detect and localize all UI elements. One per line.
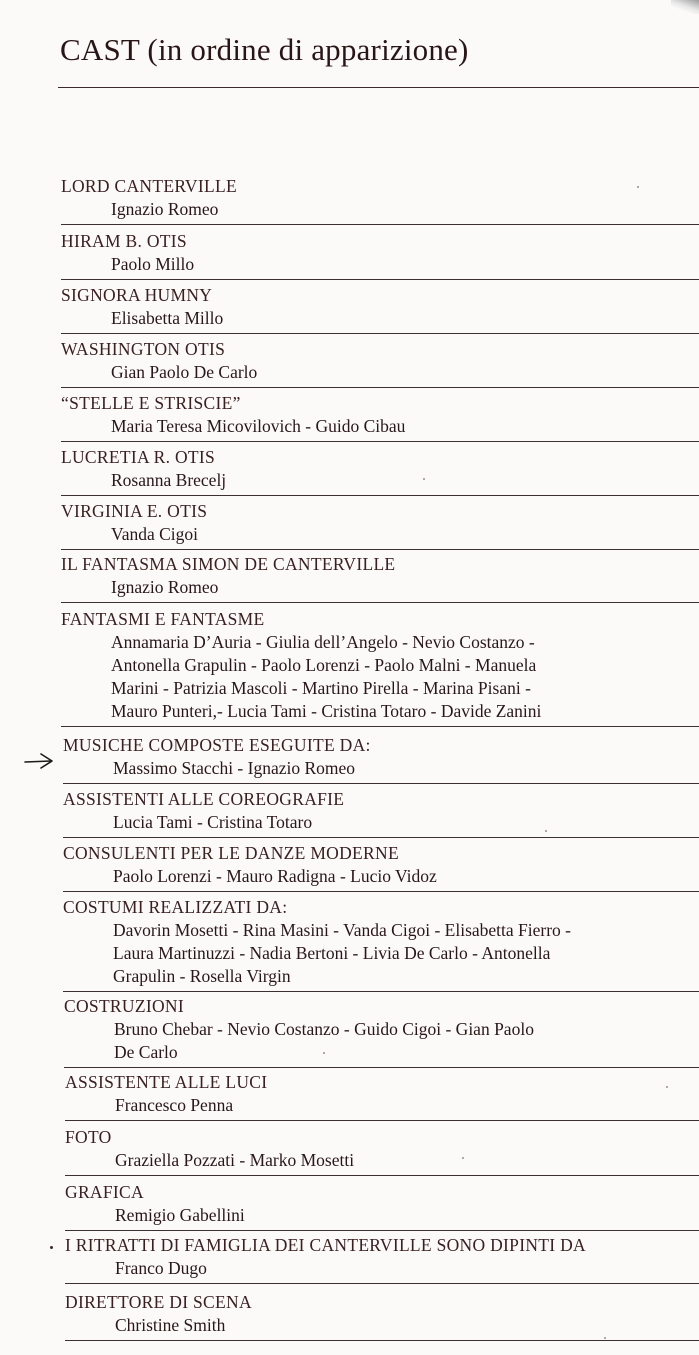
cast-role: IL FANTASMA SIMON DE CANTERVILLE: [61, 554, 396, 574]
cast-role: SIGNORA HUMNY: [61, 285, 213, 305]
cast-performers: Paolo Lorenzi - Mauro Radigna - Lucio Vidoz: [113, 866, 437, 886]
cast-role: FANTASMI E FANTASME: [61, 609, 265, 629]
cast-role: LORD CANTERVILLE: [61, 176, 237, 196]
cast-entry: [61, 608, 699, 727]
cast-entry: [63, 842, 699, 892]
cast-entry: [63, 734, 699, 784]
cast-performers: Annamaria D’Auria - Giulia dell’Angelo - Nevio Costanzo -: [111, 632, 535, 652]
entry-divider: [64, 1067, 699, 1068]
cast-role: GRAFICA: [65, 1182, 144, 1202]
entry-divider: [61, 224, 699, 225]
cast-entry: [61, 500, 699, 550]
cast-entry: [65, 1234, 699, 1284]
cast-performers: Ignazio Romeo: [111, 199, 219, 219]
cast-performers: Paolo Millo: [111, 254, 195, 274]
cast-entry: [65, 1126, 699, 1176]
cast-entry: [65, 1071, 699, 1121]
cast-performers: Vanda Cigoi: [111, 524, 199, 544]
cast-performers: Davorin Mosetti - Rina Masini - Vanda Cigoi - Elisabetta Fierro -: [113, 920, 571, 940]
cast-entry: [61, 392, 699, 442]
cast-performers: Antonella Grapulin - Paolo Lorenzi - Paolo Malni - Manuela: [111, 655, 537, 675]
entry-divider: [61, 602, 699, 603]
cast-role: “STELLE E STRISCIE”: [61, 393, 241, 413]
cast-performers: Grapulin - Rosella Virgin: [113, 966, 291, 986]
cast-performers: Marini - Patrizia Mascoli - Martino Pirella - Marina Pisani -: [111, 678, 531, 698]
cast-performers: Christine Smith: [115, 1315, 226, 1335]
cast-performers: Mauro Punteri,- Lucia Tami - Cristina Totaro - Davide Zanini: [111, 701, 542, 721]
cast-role: LUCRETIA R. OTIS: [61, 447, 216, 467]
cast-entry: [61, 553, 699, 603]
cast-role: FOTO: [65, 1127, 112, 1147]
entry-divider: [63, 837, 699, 838]
cast-entry: [61, 284, 699, 334]
entry-divider: [61, 495, 699, 496]
entry-divider: [61, 549, 699, 550]
entry-divider: [63, 891, 699, 892]
cast-performers: Graziella Pozzati - Marko Mosetti: [115, 1150, 355, 1170]
entry-divider: [61, 333, 699, 334]
cast-performers: Gian Paolo De Carlo: [111, 362, 258, 382]
cast-entry: [61, 338, 699, 388]
cast-performers: Rosanna Brecelj: [111, 470, 227, 490]
cast-performers: Elisabetta Millo: [111, 308, 224, 328]
cast-role: ASSISTENTI ALLE COREOGRAFIE: [63, 789, 345, 809]
cast-role: HIRAM B. OTIS: [61, 231, 187, 251]
cast-performers: Remigio Gabellini: [115, 1205, 245, 1225]
cast-performers: Bruno Chebar - Nevio Costanzo - Guido Cigoi - Gian Paolo: [114, 1019, 534, 1039]
cast-entry: [65, 1291, 699, 1341]
cast-role: MUSICHE COMPOSTE ESEGUITE DA:: [63, 735, 371, 755]
cast-role: ASSISTENTE ALLE LUCI: [65, 1072, 268, 1092]
entry-divider: [65, 1283, 699, 1284]
cast-role: VIRGINIA E. OTIS: [61, 501, 208, 521]
cast-entry: [61, 446, 699, 496]
cast-performers: Laura Martinuzzi - Nadia Bertoni - Livia De Carlo - Antonella: [113, 943, 551, 963]
cast-role: I RITRATTI DI FAMIGLIA DEI CANTERVILLE SONO DIPINTI DA: [65, 1235, 586, 1255]
entry-divider: [65, 1120, 699, 1121]
cast-performers: Maria Teresa Micovilovich - Guido Cibau: [111, 416, 406, 436]
cast-entry: [64, 995, 699, 1068]
cast-role: COSTUMI REALIZZATI DA:: [63, 897, 288, 917]
cast-role: DIRETTORE DI SCENA: [65, 1292, 252, 1312]
cast-entry: [65, 1181, 699, 1231]
entry-divider: [65, 1340, 699, 1341]
cast-performers: Lucia Tami - Cristina Totaro: [113, 812, 313, 832]
cast-performers: Ignazio Romeo: [111, 577, 219, 597]
entry-divider: [63, 783, 699, 784]
entry-divider: [63, 991, 699, 992]
cast-entry: [61, 175, 699, 225]
cast-performers: Massimo Stacchi - Ignazio Romeo: [113, 758, 356, 778]
cast-performers: Franco Dugo: [115, 1258, 207, 1278]
cast-entry: [63, 788, 699, 838]
page-title: CAST (in ordine di apparizione): [60, 32, 469, 67]
cast-role: CONSULENTI PER LE DANZE MODERNE: [63, 843, 399, 863]
entry-divider: [61, 441, 699, 442]
entry-divider: [61, 387, 699, 388]
entry-divider: [61, 279, 699, 280]
cast-entry: [63, 896, 699, 992]
entry-divider: [65, 1175, 699, 1176]
cast-performers: De Carlo: [114, 1042, 178, 1062]
cast-entry: [61, 230, 699, 280]
entry-divider: [65, 1230, 699, 1231]
cast-role: WASHINGTON OTIS: [61, 339, 226, 359]
cast-role: COSTRUZIONI: [64, 996, 184, 1016]
cast-performers: Francesco Penna: [115, 1095, 234, 1115]
entry-divider: [61, 726, 699, 727]
